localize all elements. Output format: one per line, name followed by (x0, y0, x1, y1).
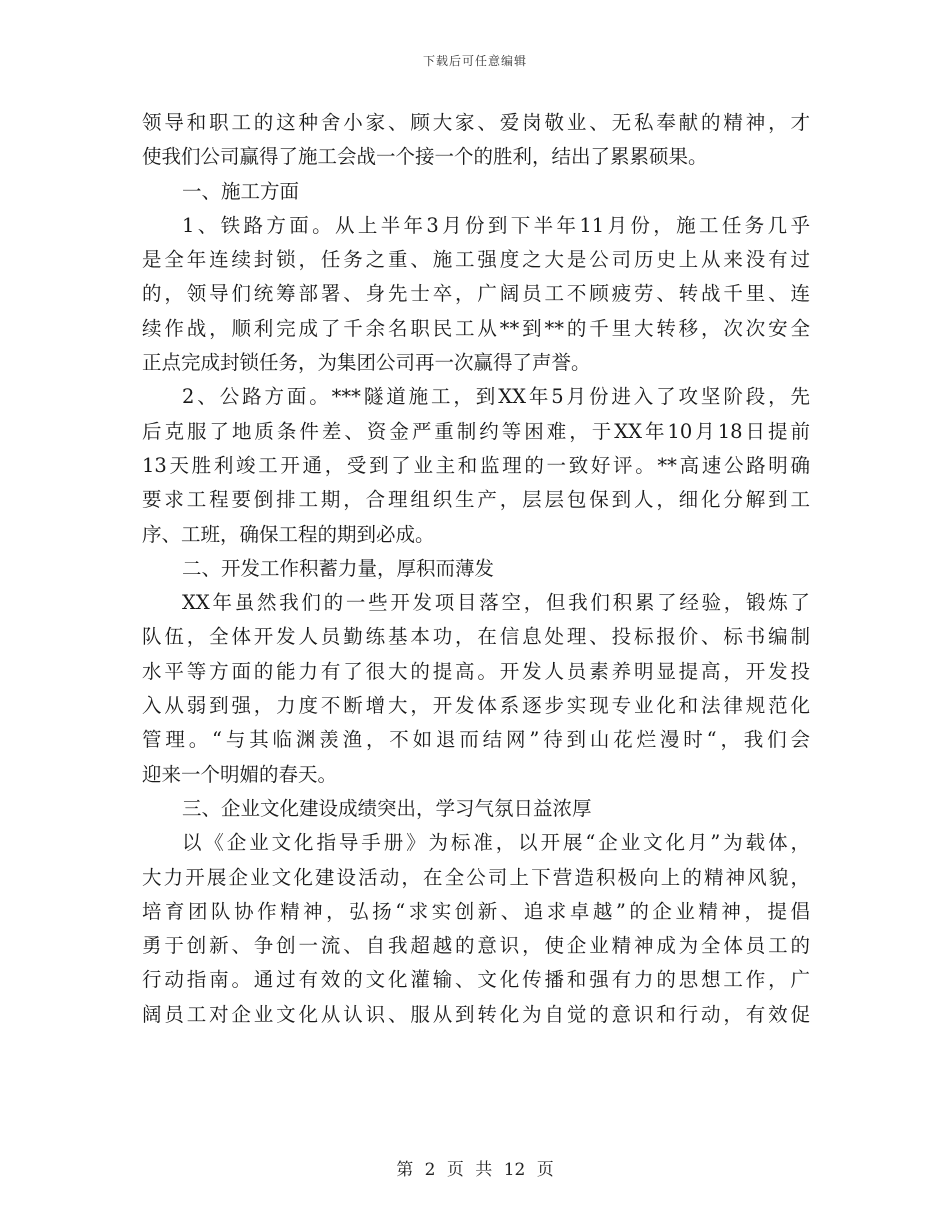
text-line: 队伍，全体开发人员勤练基本功，在信息处理、投标报价、标书编制 (142, 625, 810, 649)
text-line: 阔员工对企业文化从认识、服从到转化为自觉的意识和行动，有效促 (142, 1002, 810, 1026)
text-line: 后克服了地质条件差、资金严重制约等困难，于XX年10月18日提前 (142, 419, 810, 443)
text-line: 大力开展企业文化建设活动，在全公司上下营造积极向上的精神风貌， (142, 865, 810, 889)
text-line: 水平等方面的能力有了很大的提高。开发人员素养明显提高，开发投 (142, 659, 810, 683)
text-line: 勇于创新、争创一流、自我超越的意识，使企业精神成为全体员工的 (142, 934, 810, 958)
page-header: 下载后可任意编辑 (422, 54, 527, 68)
text-line: 1、铁路方面。从上半年3月份到下半年11月份，施工任务几乎 (182, 213, 810, 237)
text-line: 使我们公司赢得了施工会战一个接一个的胜利，结出了累累硕果。 (142, 145, 708, 169)
text-line: 领导和职工的这种舍小家、顾大家、爱岗敬业、无私奉献的精神，才 (142, 111, 810, 134)
document-body (142, 106, 810, 1032)
text-line: 13天胜利竣工开通，受到了业主和监理的一致好评。**高速公路明确 (142, 453, 810, 477)
text-line: 培育团队协作精神，弘扬“求实创新、追求卓越”的企业精神，提倡 (142, 899, 810, 923)
text-line: 的，领导们统筹部署、身先士卒，广阔员工不顾疲劳、转战千里、连 (142, 282, 810, 306)
text-line: 行动指南。通过有效的文化灌输、文化传播和强有力的思想工作，广 (142, 968, 810, 992)
text-line: 一、施工方面 (182, 179, 300, 203)
page-number-footer: 第 2 页 共 12 页 (396, 1160, 554, 1180)
text-line: XX年虽然我们的一些开发项目落空，但我们积累了经验，锻炼了 (182, 591, 810, 615)
text-line: 三、企业文化建设成绩突出，学习气氛日益浓厚 (182, 796, 592, 820)
text-line: 要求工程要倒排工期，合理组织生产，层层包保到人，细化分解到工 (142, 488, 810, 512)
text-line: 二、开发工作积蓄力量，厚积而薄发 (182, 556, 495, 580)
text-line: 2、公路方面。***隧道施工，到XX年5月份进入了攻坚阶段，先 (182, 385, 810, 409)
text-line: 是全年连续封锁，任务之重、施工强度之大是公司历史上从来没有过 (142, 248, 810, 272)
text-line: 迎来一个明媚的春天。 (142, 762, 338, 786)
text-line: 入从弱到强，力度不断增大，开发体系逐步实现专业化和法律规范化 (142, 694, 810, 718)
text-line: 管理。“与其临渊羡渔，不如退而结网”待到山花烂漫时“，我们会 (142, 728, 810, 752)
text-line: 序、工班，确保工程的期到必成。 (142, 522, 435, 546)
text-line: 以《企业文化指导手册》为标准，以开展“企业文化月”为载体， (182, 831, 810, 855)
text-line: 正点完成封锁任务，为集团公司再一次赢得了声誉。 (142, 351, 591, 375)
text-line: 续作战，顺利完成了千余名职民工从**到**的千里大转移，次次安全 (142, 316, 810, 340)
